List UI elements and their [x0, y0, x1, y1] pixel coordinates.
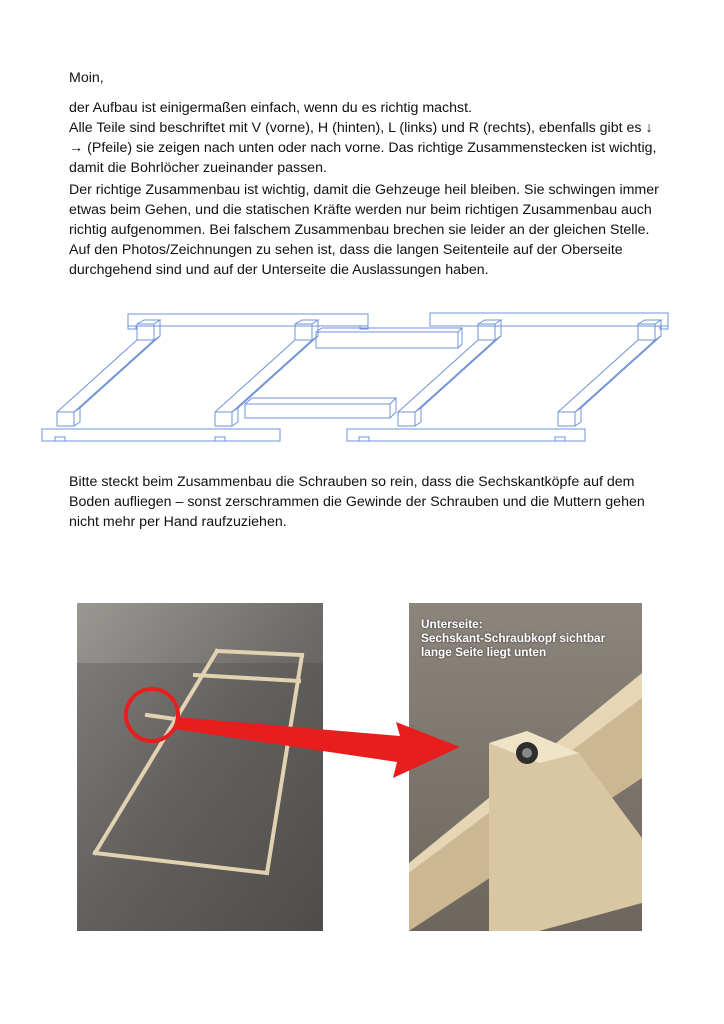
joint-closeup-photo	[409, 603, 642, 931]
assembly-importance-paragraph: Der richtige Zusammenbau ist wichtig, damit die Gehzeuge heil bleiben. Sie schwingen immer etwas beim Gehen, und die statischen Kräfte werden nur beim richtigen Zusammenbau auch richtig aufgenommen. Bei falschem Zusammenbau brechen sie leider an der gleichen Stelle. Auf den Photos/Zeichnungen zu sehen ist, dass die langen Seitenteile auf der Oberseite durchgehend sind und auf der Unterseite die Auslassungen haben.	[69, 182, 659, 278]
greeting: Moin,	[69, 70, 104, 86]
screw-instruction-paragraph: Bitte steckt beim Zusammenbau die Schrauben so rein, dass die Sechskantköpfe auf dem Boden aufliegen – sonst zerschrammen die Gewinde der Schrauben und die Muttern gehen nicht mehr per Hand raufzuziehen.	[69, 474, 645, 530]
intro-line: der Aufbau ist einigermaßen einfach, wenn du es richtig machst.	[69, 100, 472, 116]
caption-line-1: Unterseite:	[421, 617, 483, 631]
caption-line-3: lange Seite liegt unten	[421, 645, 547, 659]
photo-caption	[421, 617, 636, 659]
labeling-paragraph: Alle Teile sind beschriftet mit V (vorne), H (hinten), L (links) und R (rechts), ebenfalls gibt es ↓ → (Pfeile) sie zeigen nach unten oder nach vorne. Das richtige Zusammenstecken ist wichtig, damit die Bohrlöcher zueinander passen.	[69, 120, 657, 176]
frame-assembly-diagram	[0, 300, 724, 450]
frame-on-ground-photo	[77, 603, 323, 931]
caption-line-2: Sechskant-Schraubkopf sichtbar	[421, 631, 606, 645]
